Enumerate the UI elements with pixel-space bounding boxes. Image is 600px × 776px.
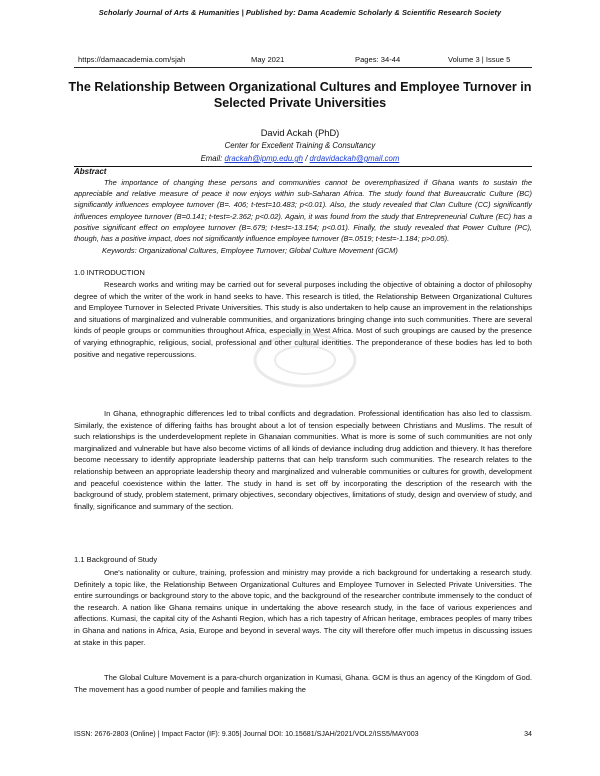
publication-meta	[78, 55, 530, 67]
intro-p2-text: In Ghana, ethnographic differences led to tribal conflicts and degradation. Professional identification has also led to classism. Similarly, the existence of differing faiths has brought about a lot of tension especially between Christians and Muslims. The result of such relationships is the underdevelopment replete in Ghanaian communities. What is more is some of such communities are not only marginalized and vulnerable but have also become victims of all kinds of deviance including drug addiction and thievery. It has therefore become necessary to identify appropriate leadership patterns that can help transform such communities. The research relates to the relationship between an appropriate leadership theory and marginalized and vulnerable communities or cultures for growth, development and peaceful coexistence within the latter. The study in hand is set off by incorporating the description of the research with the background of study, problem statement, primary objectives, secondary objectives, limitations of study, design and overview of study, and finally, significance and summary of the section.	[74, 409, 532, 511]
abstract-text: The importance of changing these persons and communities cannot be overemphasized if Ghana wants to sustain the appreciable and relative measure of peace it now enjoys within sub-Saharan Africa. The study found that Bureaucratic Culture (BC) significantly influences employee turnover (B=. 406; t-test=10.483; p<0.01). Also, the study revealed that Clan Culture (CC) significantly influences employee turnover (B=0.141; t-test=-2.362; p<0.02). Again, it was found from the study that Entrepreneurial Culture (EC) has a positive significant effect on employee turnover (B=.679; t-test=-13.154; p<0.01). Finally, the study revealed that Power Culture (PC), though, has a positive impact, does not significantly influence employee turnover (B=.0519; t-test=-1.184; p>0.05).	[74, 178, 532, 244]
email-label: Email:	[200, 154, 223, 163]
bg-p1-text: One's nationality or culture, training, profession and ministry may provide a rich background for undertaking a research study. Definitely a topic like, the Relationship Between Organizational Cultures and Employee Turnover in Selected Private Universities. The entire surroundings or background story to the above topic, and the background of the researcher contribute immensely to the conduct of the research. A nation like Ghana remains unique in undertaking the above research study, in the face of various experiences and affections. Kumasi, the capital city of the Ashanti Region, which has a rich tapestry of African heritage, embraces peoples of many tribes in Ghana and nations in Africa, Asia, Europe and beyond in several ways. The city will therefore offer much impetus in discussing issues at stake in this paper.	[74, 568, 532, 647]
page-range: Pages: 34-44	[355, 55, 401, 64]
background-paragraph-1	[74, 567, 532, 648]
bg-p2-text: The Global Culture Movement is a para-church organization in Kumasi, Ghana. GCM is thus an agency of the Kingdom of God. The movement has a good number of people and families making the	[74, 673, 532, 694]
abstract-divider	[74, 166, 532, 167]
intro-paragraph-1	[74, 279, 532, 360]
issue-date: May 2021	[251, 55, 285, 64]
journal-url[interactable]: https://damaacademia.com/sjah	[78, 55, 186, 64]
page-number: 34	[524, 730, 532, 738]
background-heading: 1.1 Background of Study	[74, 555, 158, 564]
author-name: David Ackah (PhD)	[260, 128, 340, 138]
volume-issue: Volume 3 | Issue 5	[448, 55, 511, 64]
meta-divider	[74, 67, 532, 68]
journal-header: Scholarly Journal of Arts & Humanities | Published by: Dama Academic Scholarly & Scientific Research Society	[98, 8, 502, 17]
email-link-primary[interactable]: drackah@ipmp.edu.gh	[224, 154, 304, 163]
keywords: Keywords: Organizational Cultures, Employee Turnover; Global Culture Movement (GCM)	[102, 246, 398, 255]
intro-p1-text: Research works and writing may be carried out for several purposes including the objective of obtaining a doctor of philosophy degree of which the writer of the work in hand seeks to have. This research is titled, the Relationship Between Organizational Cultures and Employee Turnover in Selected Private Universities. This study is also undertaken to help cause an improvement in the relationships and situations of marginalized and vulnerable communities, and organizations bringing change into such communities. There are several kinds of people groups or communities throughout Africa, especially in West Africa. Most of such groupings are caused by the presence of varying ethnographic, religious, social, professional and other cultural identities. The preponderance of these bodies has led to both positive and negative repercussions.	[74, 280, 532, 359]
paper-title: The Relationship Between Organizational Cultures and Employee Turnover in Selected Private Universities	[68, 80, 532, 110]
footer-issn: ISSN: 2676-2803 (Online) | Impact Factor (IF): 9.305| Journal DOI: 10.15681/SJAH/2021/VOL2/ISS5/MAY003	[74, 730, 419, 738]
abstract-body	[74, 177, 532, 244]
background-paragraph-2	[74, 672, 532, 695]
abstract-heading: Abstract	[74, 167, 107, 176]
intro-heading: 1.0 INTRODUCTION	[74, 268, 145, 277]
email-separator: /	[305, 154, 308, 163]
author-emails	[0, 154, 600, 163]
email-link-secondary[interactable]: drdavidackah@gmail.com	[309, 154, 400, 163]
intro-paragraph-2	[74, 408, 532, 512]
author-affiliation: Center for Excellent Training & Consultancy	[224, 141, 376, 150]
page-footer	[74, 730, 532, 742]
